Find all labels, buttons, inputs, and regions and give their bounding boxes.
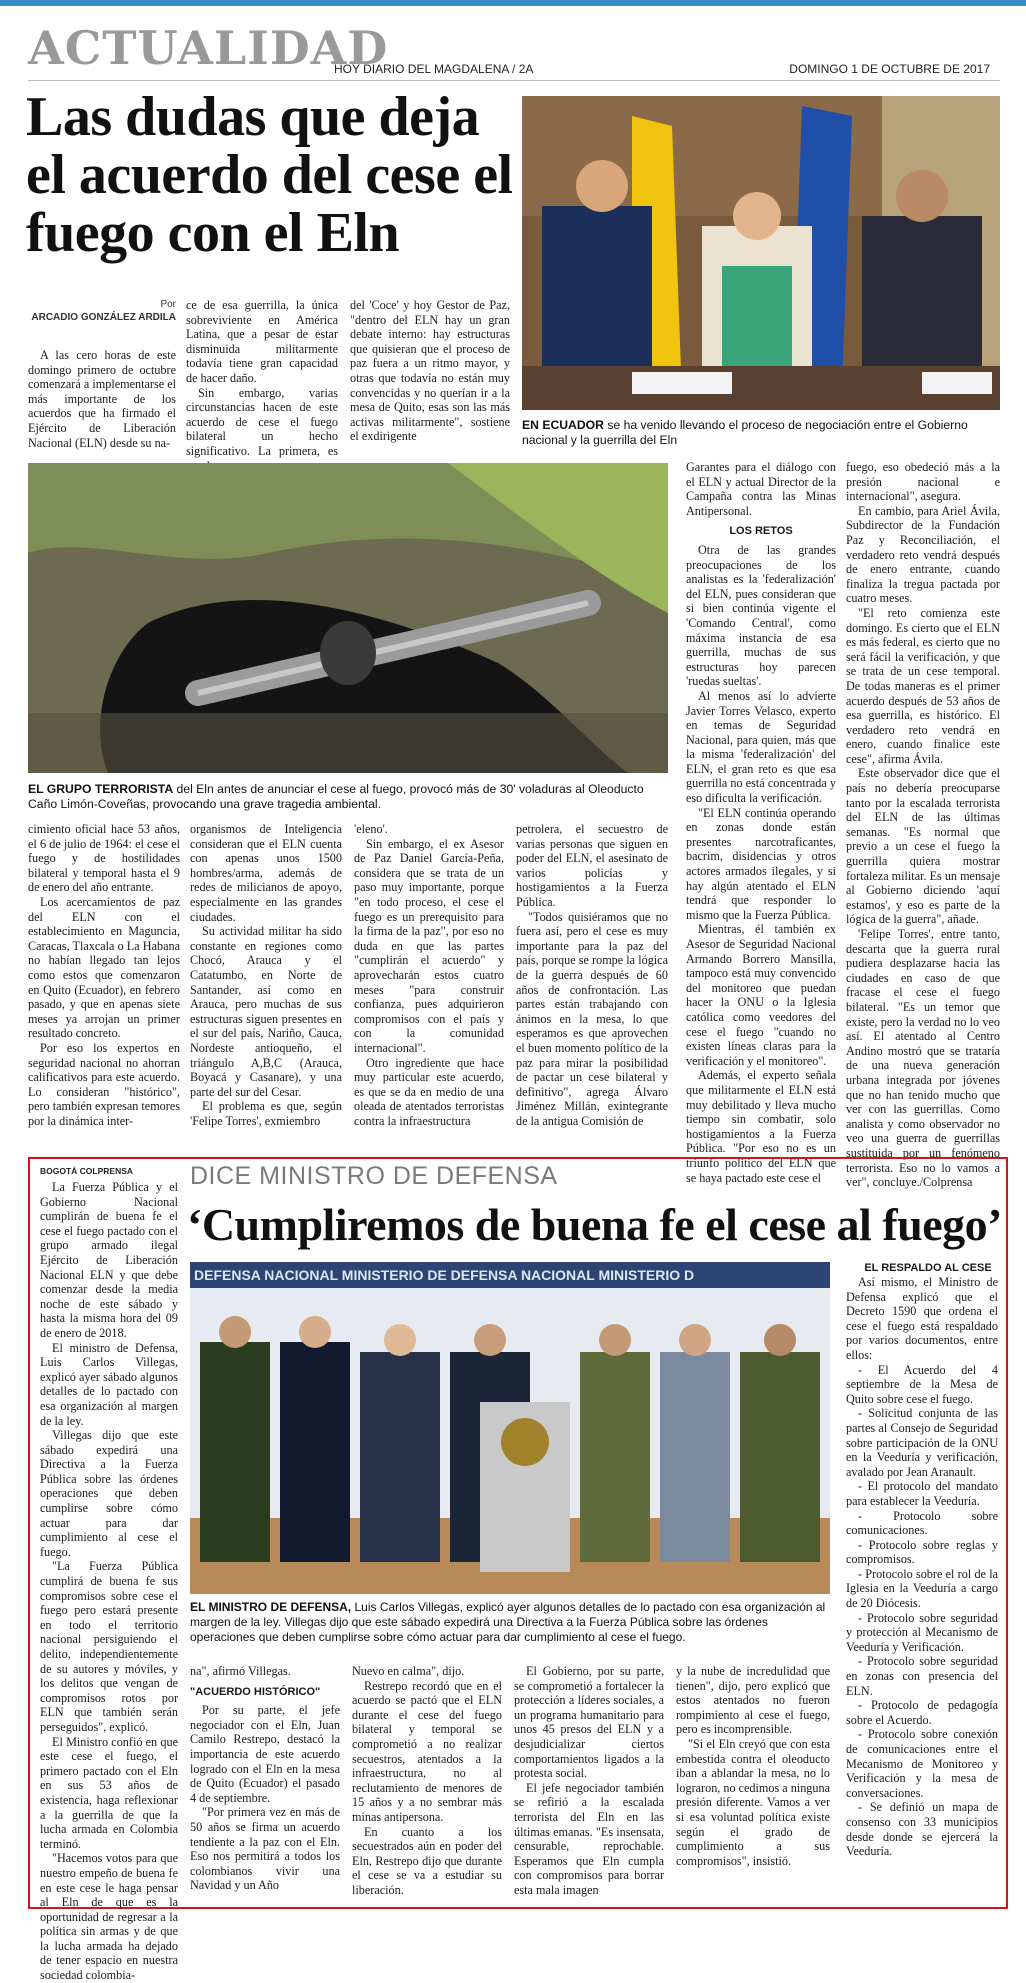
defense-right-col [846,1262,998,1906]
paragraph: Su actividad militar ha sido constante en regiones como Chocó, Arauca y el Catatumbo, en Norte de Santander, así como en Arauca, pero muchas de sus estructuras siguen presentes en el sur del país, Nariño, Cauca, Nordeste antioqueño, el triángulo A,B,C (Arauca, Boyacá y Casanare), y una parte del sur del Cesar. [190,924,342,1099]
paragraph: Mientras, él también ex Asesor de Seguridad Nacional Armando Borrero Mansilla, tampoco está muy convencido del monitoreo que puedan hacer la ONU o la Iglesia católica como veedores del cese el fuego "cuando no existen líneas claras para la verificación y el monitoreo". [686,922,836,1068]
paragraph: 'eleno'. [354,822,388,836]
caption-lead: EL GRUPO TERRORISTA [28,782,174,796]
caption-lead: EN ECUADOR [522,418,604,432]
caption-text: del Eln antes de anunciar el cese al fuego, provocó más de 30' voladuras al Oleoducto Caño Limón-Coveñas, provocando una grave tragedia ambiental. [28,782,644,811]
byline-prefix: Por [160,299,176,310]
paragraph: "El ELN continúa operando en zonas donde están presentes narcotraficantes, bacrim, disidencias y otros actores armados ilegales, y si hay algún atentado el ELN tendrá que responder lo mismo que la Fuerza Pública. [686,805,836,922]
document-list-item: - El protocolo del mandato para establecer la Veeduría. [846,1479,998,1508]
paragraph: Restrepo recordó que en el acuerdo se pactó que el ELN durante el cese del fuego bilateral y temporal se comprometió a no realizar secuestros, atentados a la infraestructura, no al reclutamiento de menores de 15 años y a no sembrar más minas antipersona. [352,1678,502,1824]
paragraph: El ministro de Defensa, Luis Carlos Villegas, explicó ayer sábado algunos detalles de lo pactado con esa organización al margen de la ley. [40,1340,178,1428]
paragraph: "Hacemos votos para que nuestro empeño de buena fe en este cese le haga pensar al Eln de que es la oportunidad de regresar a la política sin armas y de que la lucha armada ha dejado de tener espacio en nuestra sociedad colombia- [40,1851,178,1983]
paragraph: Otra de las grandes preocupaciones de los analistas es la 'federalización' del ELN, pues consideran que si bien continúa vigente el 'Comando Central', como máxima instancia de esa guerrilla, muchas de sus estructuras hoy parecen 'ruedas sueltas'. [686,542,836,689]
top-accent-bar [0,0,1026,6]
article-col5 [846,460,1000,1190]
section-title: ACTUALIDAD [28,21,389,75]
paragraph: Así mismo, el Ministro de Defensa explicó que el Decreto 1590 que ordena el cese el fuego está respaldado por varios documentos, entre ellos: [846,1275,998,1362]
document-list-item: - Se definió un mapa de consenso con 33 municipios desde donde se ejercerá la Veeduría. [846,1800,998,1859]
paragraph: Garantes para el diálogo con el ELN y actual Director de la Campaña contra las Minas Antipersonal. [686,460,836,518]
photo-banner-text: DEFENSA NACIONAL MINISTERIO DE DEFENSA NACIONAL MINISTERIO D [194,1267,695,1283]
subhead-los-retos: LOS RETOS [729,525,793,538]
photo-pipeline-caption [28,782,668,812]
photo-minister-illustration [190,1262,830,1594]
paragraph: cimiento oficial hace 53 años, el 6 de julio de 1964: el cese el fuego y de hostilidades bilateral y temporal hasta el 9 de enero del año entrante. [28,822,180,895]
paragraph: Además, el experto señala que militarmente el ELN está muy debilitado y lleva mucho tiempo sin combatir, solo hostigamientos a la Fuerza Pública. "Por eso no es un triunfo político del ELN que se haya pactado este cese el [686,1068,836,1185]
paragraph: del 'Coce' y hoy Gestor de Paz, "dentro del ELN hay un gran debate interno: hay estructuras que quisieran que el proceso de paz fuera a un ritmo mayor, y otras que todavía no están muy convencidas y no querían ir a la mesa de Quito, esas son las más activas militarmente", sostiene el exdirigente [350,298,510,444]
paragraph: En cambio, para Ariel Ávila, Subdirector de la Fundación Paz y Reconciliación, el verdadero reto vendrá después de enero entrante, cuando finaliza la tregua pactada por cuatro meses. [846,503,1000,606]
document-list-item: - Protocolo sobre seguridad y protección al Mecanismo de Veeduría y Verificación. [846,1610,998,1654]
article-col4 [686,460,836,1185]
paragraph: Nuevo en calma", dijo. [352,1664,465,1678]
paragraph: y la nube de incredulidad que tienen", dijo, pero explicó que estos atentados no fueron rompimiento al cese el fuego, pero es incomprensible. [676,1664,830,1737]
document-list-item: - Protocolo sobre comunicaciones. [846,1508,998,1538]
document-list [846,1363,998,1859]
paragraph: "Si el Eln creyó que con esta embestida contra el oleoducto iban a ablandar la mesa, no lo lograron, no cedimos a ninguna presión diferente. Vamos a ver si esa voluntad política existe según el grado de cumplimiento a sus compromisos", insistió. [676,1736,830,1868]
photo-ecuador-caption [522,418,1000,448]
paragraph: petrolera, el secuestro de varias personas que siguen en poder del ELN, el asesinato de varios policías y hostigamientos a la Fuerza Pública. [516,822,668,909]
agency-credit: BOGOTÁ COLPRENSA [40,1166,134,1176]
defense-col2 [352,1664,502,1906]
paragraph: "El reto comienza este domingo. Es cierto que el ELN es más federal, es cierto que no será fácil la verificación, y que se trata de un cese temporal. De todas maneras es el primer acuerdo después de 53 años de esa guerrilla, es histórico. El verdadero reto vendrá en enero, cuando finalice este cese", afirma Ávila. [846,605,1000,766]
paragraph: Al menos así lo advierte Javier Torres Velasco, experto en temas de Seguridad Nacional, para quien, más que la misma 'federalización' del ELN, el gran reto es que esa guerrilla no está concentrada y eso dificulta la verificación. [686,688,836,806]
defense-kicker: DICE MINISTRO DE DEFENSA [190,1162,558,1190]
paragraph: Los acercamientos de paz del ELN con el establecimiento en Maguncia, Caracas, Tlaxcala o La Habana no habían llegado tan lejos como estos que comenzaron en Quito (Ecuador), en febrero pasado, y que en apenas siete meses ya arrojan un primer resultado concreto. [28,894,180,1041]
paragraph: Sin embargo, el ex Asesor de Paz Daniel García-Peña, considera que se trata de un paso muy importante, porque "en todo proceso, el cese el fuego es un prerequisito para la firma de la paz", por eso no duda en que las partes "cumplirán el acuerdo" y aprovecharán estos cuatro meses "para construir confianza, pues adquirieron compromisos con el país y con la comunidad internacional". [354,836,504,1055]
photo-pipeline-illustration [28,463,668,773]
paragraph: Villegas dijo que este sábado expedirá una Directiva a la Fuerza Pública sobre las órdenes operaciones que deben cumplirse sobre cómo actuar para dar cumplimiento al cese el fuego. [40,1428,178,1559]
subhead-el-respaldo: EL RESPALDO AL CESE [864,1262,992,1274]
paragraph: A las cero horas de este domingo primero de octubre comenzará a implementarse el más importante de los acuerdos que ha firmado el Ejército de Liberación Nacional (ELN) desde su na- [28,348,176,450]
paragraph: "Todos quisiéramos que no fuera así, pero el cese es muy importante para la paz del país, porque se rompe la lógica de la guerra después de 60 años de confrontación. Las partes están trabajando con ánimos en la mesa, lo que esperamos es que aprovechen el buen momento político de la paz para mirar la posibilidad de pactar un cese bilateral y definitivo", agrega Álvaro Jiménez Millán, exintegrante de la antigua Comisión de [516,909,668,1128]
document-list-item: - Protocolo sobre el rol de la Iglesia en la Veeduría a cargo de 20 Diócesis. [846,1566,998,1611]
defense-col4 [676,1664,830,1906]
byline [28,298,176,324]
article-lower-col1 [28,822,180,1152]
paragraph: Este observador dice que el país no debería preocuparse tanto por la escalada terrorista del ELN de las últimas semanas. "Es normal que previo a un cese el fuego la guerrilla quiera mostrar fortaleza militar. Es un mensaje al Gobierno diciendo 'aquí estamos', y eso es parte de la lógica de la guerra", añade. [846,766,1000,927]
paragraph: Por eso los expertos en seguridad nacional no ahorran calificativos para este acuerdo. Lo consideran "histórico", pero también expresan temores por la dinámica inter- [28,1040,180,1128]
issue-date: DOMINGO 1 DE OCTUBRE DE 2017 [789,62,990,76]
paragraph: na", afirmó Villegas. [190,1664,291,1678]
paragraph: "Por primera vez en más de 50 años se firma un acuerdo tendiente a la paz con el Eln. Eso nos permitirá a todos los colombianos vivir una Navidad y un Año [190,1805,340,1893]
defense-headline: ‘Cumpliremos de buena fe el cese al fuego’ [187,1199,1002,1250]
document-list-item: - Solicitud conjunta de las partes al Consejo de Seguridad sobre participación de la ONU en la Veeduría y verificación, avalado por Jean Aranault. [846,1406,998,1479]
defense-col1 [190,1664,340,1906]
caption-text: Luis Carlos Villegas, explicó ayer algunos detalles de lo pactado con esa organización al margen de la ley. Villegas dijo que este sábado expedirá una Directiva a la Fuerza Pública sobre las órdenes operaciones que deben cumplirse sobre cómo actuar para dar cumplimiento al cese el fuego. [190,1600,826,1644]
paper-name: HOY DIARIO DEL MAGDALENA / 2A [334,62,534,76]
photo-ecuador [522,96,1000,410]
photo-ecuador-illustration [522,96,1000,410]
document-list-item: - Protocolo sobre reglas y compromisos. [846,1537,998,1567]
photo-pipeline [28,463,668,773]
article-col3-top [350,298,510,456]
paragraph: La Fuerza Pública y el Gobierno Nacional cumplirán de buena fe el cese el fuego pactado con el grupo armado ilegal Ejército de Liberación Nacional ELN y que debe comenzar desde la media noche de este sábado y hasta la misma hora del 09 de enero de 2018. [40,1180,178,1340]
article-col1-top [28,348,176,456]
subhead-acuerdo-historico: "ACUERDO HISTÓRICO" [190,1685,321,1698]
byline-author: ARCADIO GONZÁLEZ ARDILA [31,312,176,323]
paragraph: organismos de Inteligencia consideran que el ELN cuenta con apenas unos 1500 hombres/arma, además de redes de milicianos de apoyo, especialmente en las grandes ciudades. [190,822,342,924]
paragraph: "La Fuerza Pública cumplirá de buena fe sus compromisos sobre cese el fuego pero estará presente en todo el territorio nacional persiguiendo el delito, independientemente de su autores y móviles, y los delitos que vengan de compromisos rotos por ELN que también serán perseguidos", explicó. [40,1559,178,1734]
defense-col3 [514,1664,664,1906]
photo-minister [190,1262,830,1594]
document-list-item: - El Acuerdo del 4 septiembre de la Mesa de Quito sobre cese el fuego. [846,1362,998,1406]
main-headline: Las dudas que deja el acuerdo del cese el fuego con el Eln [26,86,513,264]
paragraph: El jefe negociador también se refirió a la escalada terrorista del Eln en las últimas emanas. "Es insensata, censurable, reprochable. Esperamos que Eln cumpla con compromisos para borrar esta mala imagen [514,1780,664,1897]
document-list-item: - Protocolo sobre seguridad en zonas con presencia del ELN. [846,1654,998,1698]
article-col2-top [186,298,338,456]
paragraph: Sin embargo, varias circunstancias hacen de este acuerdo de cese el fuego bilateral un hecho significativo. La primera, es [186,385,338,458]
paragraph: En cuanto a los secuestrados aún en poder del Eln, Restrepo dijo que durante el cese se va a estudiar su liberación. [352,1824,502,1897]
defense-left-col [40,1180,178,1983]
document-list-item: - Protocolo de pedagogía sobre el Acuerdo. [846,1698,998,1727]
paragraph: fuego, eso obedeció más a la presión nacional e internacional", asegura. [846,460,1000,504]
paragraph: ce de esa guerrilla, la única sobreviviente en América Latina, que a pesar de estar disminuida militarmente todavía tiene gran capacidad de hacer daño. [186,298,338,385]
paragraph: 'Felipe Torres', entre tanto, descarta que la guerra rural pudiera desplazarse hacia las ciudades en caso de que fracase el cese el fuego bilateral. "Es un temor que existe, pero la verdad no lo veo así. El atentado al Centro Andino mostró que se trataría de una nueva generación urbana integrada por jóvenes que no han tenido mucho que ver con las guerrillas. Como analista y como observador no veo una guerra de guerrillas sustituida por un fenómeno terrorista. Eso no lo vamos a ver", concluye./Colprensa [846,927,1000,1190]
paragraph: El problema es que, según 'Felipe Torres', exmiembro [190,1099,342,1128]
caption-lead: EL MINISTRO DE DEFENSA, [190,1600,352,1614]
paragraph: El Gobierno, por su parte, se comprometió a fortalecer la protección a líderes sociales, a un programa humanitario para unos 45 presos del ELN y a desjudicializar ciertos comportamientos ligados a la protesta social. [514,1664,664,1781]
paragraph: El Ministro confió en que este cese el fuego, el primero pactado con el Eln en sus 53 años de existencia, haga reflexionar a la guerrilla de que la lucha armada en Colombia terminó. [40,1734,178,1851]
caption-text: se ha venido llevando el proceso de negociación entre el Gobierno nacional y la guerrilla del Eln [522,418,968,447]
article-lower-col2 [190,822,342,1152]
article-lower-col4 [516,822,668,1152]
document-list-item: - Protocolo sobre conexión de comunicaciones entre el Mecanismo de Monitoreo y Verificación y la mesa de conversaciones. [846,1727,998,1800]
header-rule [28,80,1000,81]
paragraph: Por su parte, el jefe negociador con el Eln, Juan Camilo Restrepo, destacó la importancia de este acuerdo logrado con el Eln en la mesa de Quito (Ecuador) el pasado 4 de septiembre. [190,1703,340,1805]
paragraph: Otro ingrediente que hace muy particular este acuerdo, es que se da en medio de una oleada de atentados terroristas contra la infraestructura [354,1055,504,1128]
photo-minister-caption [190,1600,830,1645]
article-lower-col3 [354,822,504,1152]
